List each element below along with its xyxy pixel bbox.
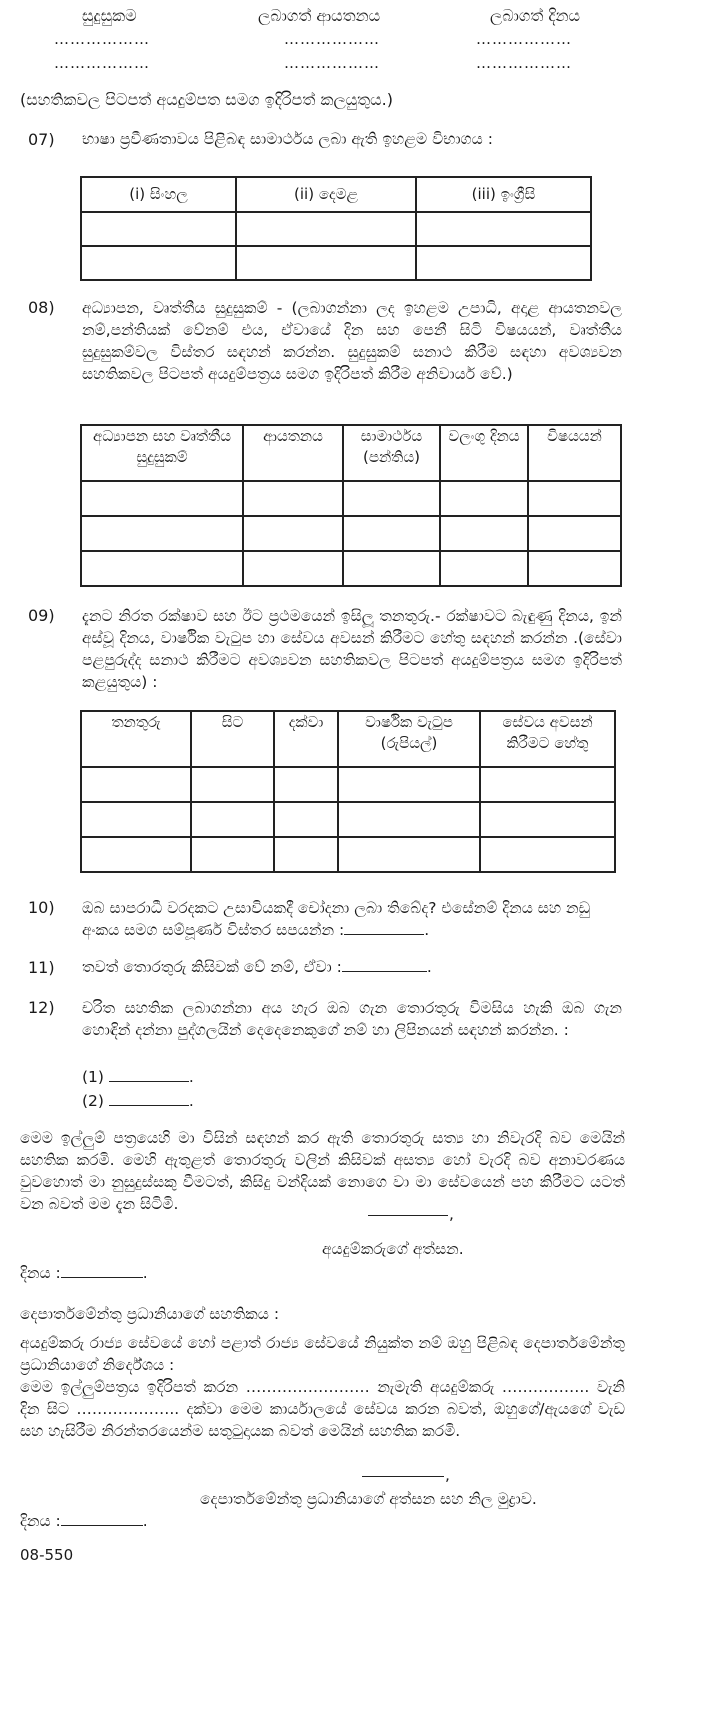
question-11-block: තවත් තොරතුරු කිසිවක් වේ නම්, ඒවා : .: [82, 958, 432, 976]
date-line[interactable]: [61, 1525, 143, 1526]
table-cell[interactable]: [480, 837, 615, 872]
referee-2: (2) .: [82, 1092, 194, 1110]
table-header-cell: වලංගු දිනය: [440, 425, 528, 481]
language-proficiency-table: [80, 176, 592, 281]
table-cell[interactable]: [343, 481, 440, 516]
question-number: 08): [28, 298, 55, 317]
question-text: ඔබ සාපරාධී වරදකට උසාවියකදී චෝදනා ලබා තිබේද? එසේනම් දිනය සහ නඩු අංකය සමග සම්පූර්ණ විස්තර සපයන්න :: [82, 899, 591, 939]
date-label: දිනය :: [20, 1264, 61, 1282]
table-cell[interactable]: [81, 551, 243, 586]
table-cell[interactable]: [440, 516, 528, 551]
comma-mark: ,: [449, 1205, 454, 1223]
table-cell[interactable]: [191, 767, 274, 802]
question-text: අධ්‍යාපන, වෘත්තීය සුදුසුකම් - (ලබාගන්නා ලද ඉහළම උපාධි, අදාළ ආයතනවල නම්,පන්තියක් වේනම් එය, ඒවායේ දින සහ පෙනී සිටි විෂයයන්, වෘත්තීය සුදුසුකම්වල විස්තර සඳහන් කරන්න. සුදුසුකම් සනාථ කිරීම සඳහා අවශ්‍යවන සහතිකවල පිටපත් අයදුම්පත්‍රය සමග ඉදිරිපත් කිරීම අනිවාර්ය වේ.): [82, 299, 622, 383]
date-field: දිනය : .: [20, 1512, 148, 1530]
dept-heading: දෙපාර්තමේන්තු ප්‍රධානියාගේ සහතිකය :: [20, 1305, 280, 1323]
qualifications-table: [80, 424, 622, 587]
dotted-field[interactable]: ………………: [284, 30, 380, 48]
dotted-field[interactable]: ………………: [284, 54, 380, 72]
dotted-field[interactable]: ………………: [476, 30, 572, 48]
table-cell[interactable]: [528, 551, 621, 586]
table-cell[interactable]: [480, 802, 615, 837]
dept-signature-line[interactable]: [362, 1476, 444, 1477]
table-cell[interactable]: [236, 246, 416, 280]
dept-signature-label: දෙපාර්තමේන්තු ප්‍රධානියාගේ අත්සන සහ නිල මුද්‍රාව.: [200, 1490, 537, 1508]
table-header-cell: සිට: [191, 711, 274, 767]
table-cell[interactable]: [528, 516, 621, 551]
table-cell[interactable]: [416, 212, 591, 246]
question-text: චරිත සහතික ලබාගන්නා අය හැර ඔබ ගැන තොරතුරු විමසිය හැකි ඔබ ගැන හොඳින් දන්නා පුද්ගලයින් දෙදෙනෙකුගේ නම් හා ලිපිනයන් සඳහන් කරන්න. :: [82, 999, 622, 1039]
referee-number: (2): [82, 1092, 104, 1110]
table-cell[interactable]: [243, 481, 343, 516]
table-cell[interactable]: [81, 481, 243, 516]
dept-service-text: මෙම ඉල්ලුම්පත්‍රය ඉදිරිපත් කරන …………………… නැමැති අයදුම්කරු …………….. වැනි දින සිට ……………….. දක්වා මෙම කාර්යාලයේ සේවය කරන බවත්, ඔහුගේ/ඇයගේ වැඩ සහ හැසිරීම නිරන්තරයෙන්ම සතුටුදායක බවත් මෙයින් සහතික කරමි.: [20, 1378, 625, 1440]
applicant-signature-label: අයදුම්කරුගේ අත්සන.: [322, 1240, 464, 1258]
table-header-cell: අධ්‍යාපන සහ වෘත්තීය සුදුසුකම්: [81, 425, 243, 481]
table-cell[interactable]: [81, 516, 243, 551]
question-number: 11): [28, 958, 55, 977]
table-header-cell: වාර්ෂික වැටුප (රුපියල්): [338, 711, 480, 767]
table-cell[interactable]: [338, 767, 480, 802]
table-header-cell: ආයතනය: [243, 425, 343, 481]
table-header-cell: (ii) දෙමළ: [236, 177, 416, 212]
footer-code: 08-550: [20, 1546, 74, 1564]
table-cell[interactable]: [338, 837, 480, 872]
table-cell[interactable]: [81, 246, 236, 280]
table-cell[interactable]: [274, 802, 338, 837]
table-cell[interactable]: [274, 837, 338, 872]
table-cell[interactable]: [243, 551, 343, 586]
comma-mark: ,: [445, 1466, 450, 1484]
header-institution: ලබාගත් ආයතනය: [258, 6, 381, 25]
table-cell[interactable]: [81, 767, 191, 802]
table-cell[interactable]: [343, 516, 440, 551]
table-cell[interactable]: [528, 481, 621, 516]
question-text: දැනට නිරත රක්ෂාව සහ ඊට ප්‍රථමයෙන් ඉසිලූ තනතුරු.- රක්ෂාවට බැඳුණු දිනය, ඉන් අස්වූ දිනය, වාර්ෂික වැටුප හා සේවය අවසන් කිරීමට හේතු සඳහන් කරන්න .(සේවා පළපුරුද්ද සනාථ කිරීමට අවශ්‍යවන සහතිකවල පිටපත් අයදුම්පත්‍රය සමග ඉදිරිපත් කළයුතුය) :: [82, 607, 622, 691]
question-number: 10): [28, 898, 55, 917]
table-header-cell: දක්වා: [274, 711, 338, 767]
table-cell[interactable]: [440, 481, 528, 516]
header-date-obtained: ලබාගත් දිනය: [490, 6, 581, 25]
answer-line[interactable]: [344, 934, 424, 935]
question-number: 12): [28, 998, 55, 1017]
referee-line[interactable]: [109, 1105, 189, 1106]
table-cell[interactable]: [416, 246, 591, 280]
declaration-text: මෙම ඉල්ලුම් පත්‍රයෙහි මා විසින් සඳහන් කර ඇති තොරතුරු සත්‍ය හා නිවැරදි බව මෙයින් සහතික කරමි. මෙහි ඇතුළත් තොරතුරු වලින් කිසිවක් අසත්‍ය හෝ වැරදි බව අනාවරණය වුවහොත් මා නුසුදුස්සකු වීමටත්, කිසිදු වන්දියක් නොගෙ වා මා සේවයෙන් පහ කිරීමට යටත් වන බවත් මම දැන සිටිමි.: [20, 1129, 625, 1213]
question-number: 09): [28, 606, 55, 625]
table-cell[interactable]: [81, 212, 236, 246]
table-cell[interactable]: [440, 551, 528, 586]
table-cell[interactable]: [480, 767, 615, 802]
table-header-cell: තනතුරු: [81, 711, 191, 767]
table-header-cell: විෂයයන්: [528, 425, 621, 481]
table-header-cell: (i) සිංහල: [81, 177, 236, 212]
table-cell[interactable]: [81, 837, 191, 872]
certificate-copy-note: (සහතිකවල පිටපත් අයදුම්පත සමග ඉදිරිපත් කලයුතුය.): [20, 90, 394, 109]
dept-recommendation-text: අයදුම්කරු රාජ්‍ය සේවයේ හෝ පළාත් රාජ්‍ය සේවයේ නියුක්ත නම් ඔහු පිළිබඳ දෙපාර්තමේන්තු ප්‍රධානියාගේ නිර්දේශය :: [20, 1334, 625, 1374]
dotted-field[interactable]: ………………: [54, 30, 150, 48]
answer-line[interactable]: [342, 971, 427, 972]
employment-history-table: [80, 710, 616, 873]
question-text: භාෂා ප්‍රවීණතාවය පිළිබඳ සාමාර්ථය ලබා ඇති ඉහළම විභාගය :: [82, 130, 493, 148]
referee-line[interactable]: [109, 1081, 189, 1082]
table-cell[interactable]: [236, 212, 416, 246]
table-cell[interactable]: [191, 802, 274, 837]
date-field: දිනය : .: [20, 1264, 148, 1282]
table-header-cell: (iii) ඉංග්‍රීසි: [416, 177, 591, 212]
question-text: තවත් තොරතුරු කිසිවක් වේ නම්, ඒවා :: [82, 958, 342, 976]
table-header-cell: සාමාර්ථය (පන්තිය): [343, 425, 440, 481]
table-cell[interactable]: [343, 551, 440, 586]
question-10-block: ඔබ සාපරාධී වරදකට උසාවියකදී චෝදනා ලබා තිබේද? එසේනම් දිනය සහ නඩු අංකය සමග සම්පූර්ණ විස්තර සපයන්න : .: [82, 899, 591, 939]
date-label: දිනය :: [20, 1512, 61, 1530]
header-qualification: සුදුසුකම: [82, 6, 137, 25]
table-cell[interactable]: [191, 837, 274, 872]
referee-1: (1) .: [82, 1068, 194, 1086]
table-cell[interactable]: [338, 802, 480, 837]
question-number: 07): [28, 130, 55, 149]
date-line[interactable]: [61, 1277, 143, 1278]
referee-number: (1): [82, 1068, 104, 1086]
table-cell[interactable]: [81, 802, 191, 837]
table-cell[interactable]: [243, 516, 343, 551]
table-cell[interactable]: [274, 767, 338, 802]
applicant-signature-line[interactable]: [368, 1215, 448, 1216]
table-header-cell: සේවය අවසන් කිරීමට හේතු: [480, 711, 615, 767]
dotted-field[interactable]: ………………: [476, 54, 572, 72]
dotted-field[interactable]: ………………: [54, 54, 150, 72]
